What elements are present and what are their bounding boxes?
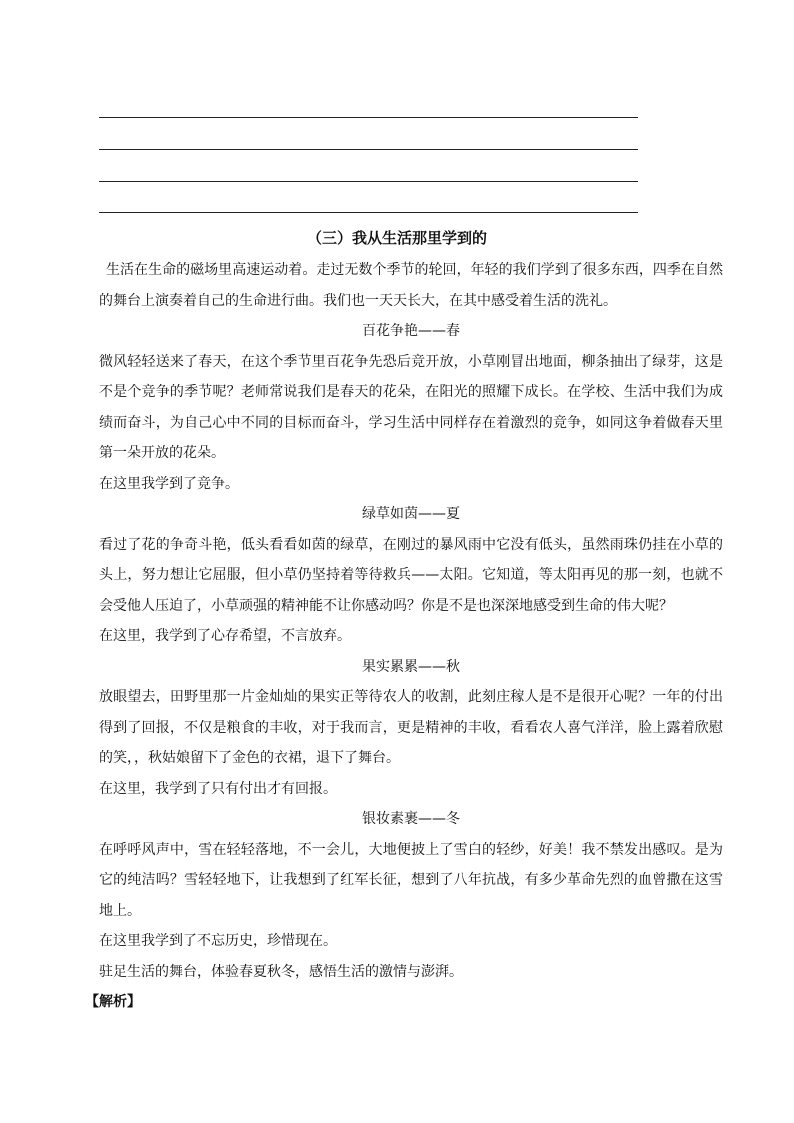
summer-lesson: 在这里，我学到了心存希望，不言放弃。 (99, 628, 351, 644)
intro-paragraph: 生活在生命的磁场里高速运动着。走过无数个季节的轮回，年轻的我们学到了很多东西，四季在自然的舞台上演奏着自己的生命进行曲。我们也一天天长大，在其中感受着生活的洗礼。 (99, 262, 723, 309)
answer-line-1 (99, 117, 638, 118)
summer-heading: 绿草如茵——夏 (362, 506, 460, 522)
spring-lesson: 在这里我学到了竞争。 (99, 475, 239, 492)
spring-paragraph: 微风轻轻送来了春天，在这个季节里百花争先恐后竞开放，小草刚冒出地面，柳条抽出了绿芽，这是不是个竞争的季节呢？老师常说我们是春天的花朵，在阳光的照耀下成长。在学校、生活中我们为成绩而奋斗，为自己心中不同的目标而奋斗，学习生活中同样存在着激烈的竞争，如同这争着做春天里第一朵开放的花朵。 (99, 353, 723, 461)
winter-lesson: 在这里我学到了不忘历史，珍惜现在。 (99, 933, 337, 949)
essay-body (85, 255, 723, 1018)
autumn-lesson: 在这里，我学到了只有付出才有回报。 (99, 780, 337, 797)
answer-line-4 (99, 212, 638, 213)
section-title: （三）我从生活那里学到的 (306, 229, 487, 247)
summer-paragraph: 看过了花的争奇斗艳，低头看看如茵的绿草，在刚过的暴风雨中它没有低头，虽然雨珠仍挂在小草的头上，努力想让它屈服，但小草仍坚持着等待救兵——太阳。它知道，等太阳再见的那一刻，也就不会受他人压迫了，小草顽强的精神能不让你感动吗？你是不是也深深地感受到生命的伟大呢？ (99, 536, 723, 614)
autumn-paragraph: 放眼望去，田野里那一片金灿灿的果实正等待农人的收割，此刻庄稼人是不是很开心呢？一年的付出得到了回报，不仅是粮食的丰收，对于我而言，更是精神的丰收，看看农人喜气洋洋，脸上露着欣慰的笑，，秋姑娘留下了金色的衣裙，退下了舞台。 (99, 689, 723, 766)
autumn-heading: 果实累累——秋 (362, 658, 460, 675)
spring-heading: 百花争艳——春 (362, 323, 460, 339)
conclusion-paragraph: 驻足生活的舞台，体验春夏秋冬，感悟生活的激情与澎湃。 (99, 963, 463, 980)
answer-line-3 (99, 181, 638, 182)
answer-line-2 (99, 149, 638, 150)
winter-paragraph: 在呼呼风声中，雪在轻轻落地，不一会儿，大地便披上了雪白的轻纱，好美！我不禁发出感叹。是为它的纯洁吗？雪轻轻地下，让我想到了红军长征，想到了八年抗战，有多少革命先烈的血曾撒在这雪地上。 (99, 841, 723, 919)
winter-heading: 银妆素裹——冬 (362, 811, 460, 827)
analysis-label: 【解析】 (85, 994, 141, 1010)
